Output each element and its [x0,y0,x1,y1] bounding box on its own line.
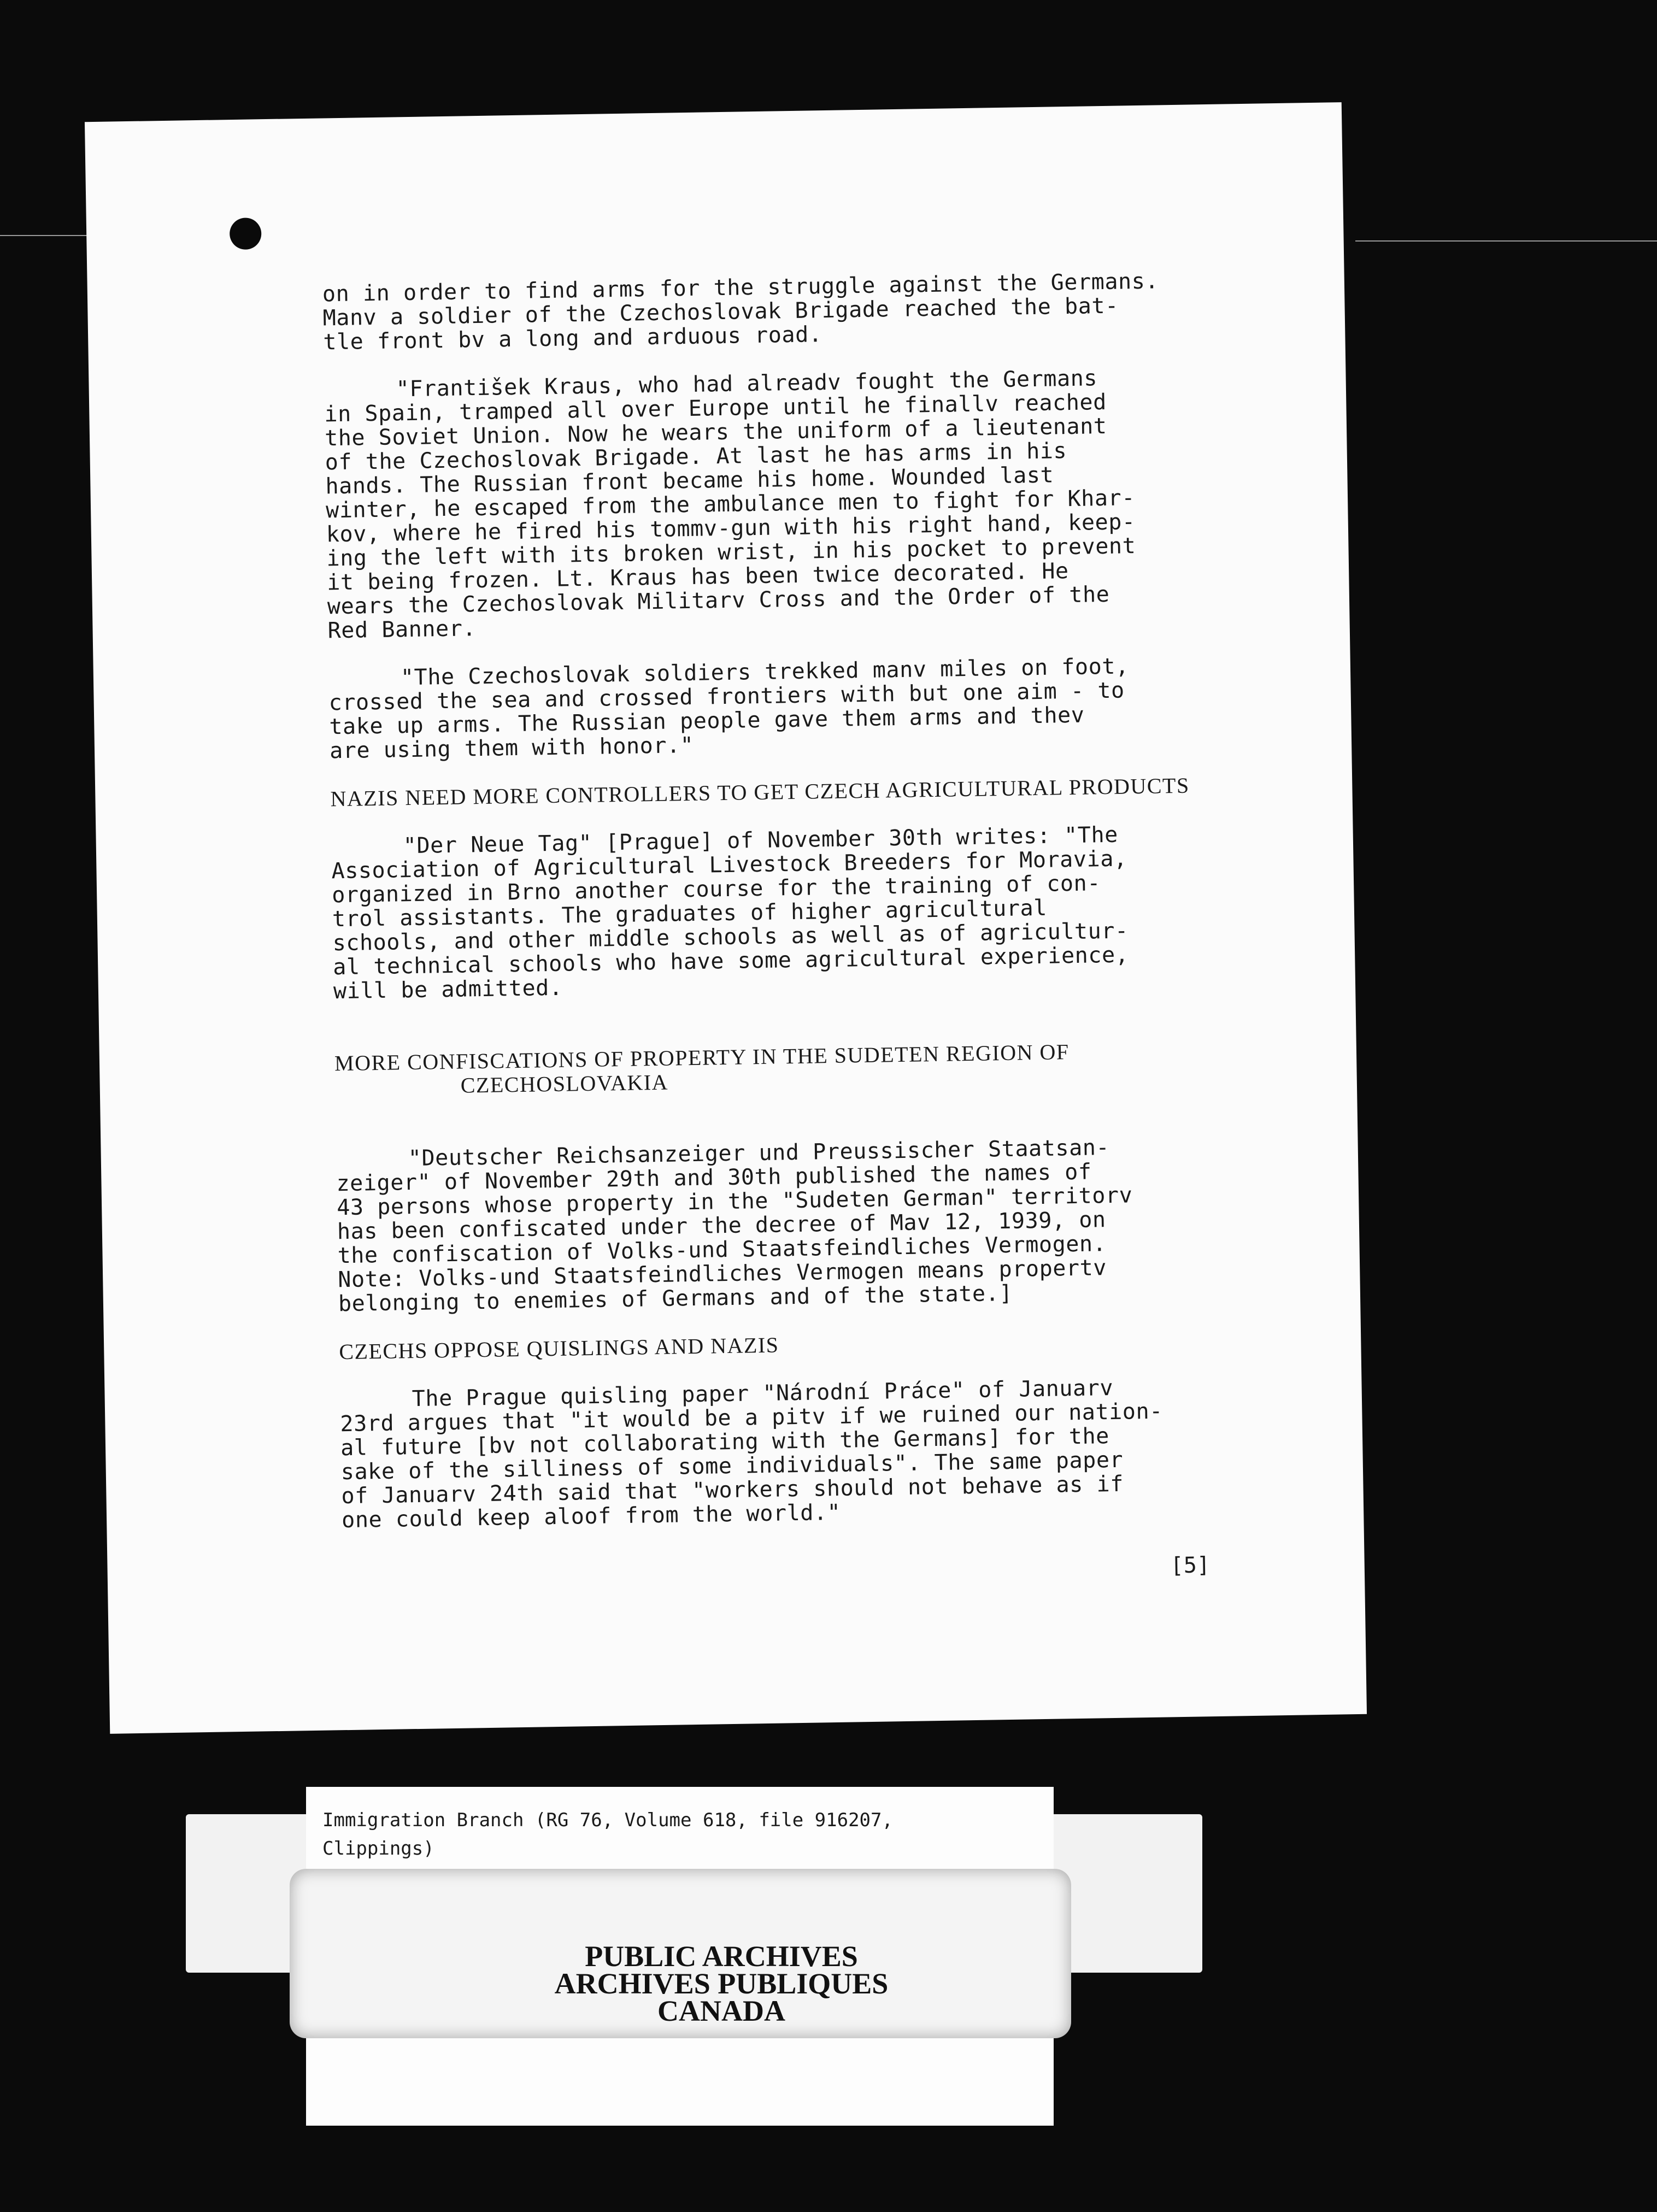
section-heading-line: MORE CONFISCATIONS OF PROPERTY IN THE SUDETEN REGION OF [334,1039,1070,1076]
punch-hole [230,217,262,250]
stamp-line: CANADA [657,1995,785,2027]
paragraph: "Deutscher Reichsanzeiger und Preussischer Staatsan- zeiger" of November 29th and 30th published the names of 43 persons whose property in the "Sudeten German" territorv has been confiscated under the decree of Mav 12, 1939, on the confiscation of Volks-und Staatsfeindliches Vermogen. Note: Volks-und Staatsfeindliches Vermogen means propertv belonging to enemies of Germans and of the state.] [336,1135,1133,1317]
stamp-line: PUBLIC ARCHIVES [585,1940,858,1973]
page-number: [5] [1170,1552,1211,1579]
paragraph: "The Czechoslovak soldiers trekked manv miles on foot, crossed the sea and crossed frontiers with but one aim - to take up arms. The Russian people gave them arms and thev are using them with honor." [328,654,1130,764]
section-heading: NAZIS NEED MORE CONTROLLERS TO GET CZECH AGRICULTURAL PRODUCTS [330,773,1190,811]
section-heading [334,1013,1265,1124]
stamp-line: ARCHIVES PUBLIQUES [554,1967,889,2000]
section-heading-line: CZECHOSLOVAKIA [460,1069,669,1098]
paragraph: The Prague quisling paper "Národní Práce" of Januarv 23rd argues that "it would be a pitv if we ruined our nation- al future [bv not collaborating with the Germans] for the sake of the silliness of some individuals". The same paper of Januarv 24th said that "workers should not behave as if one could keep aloof from the world." [340,1375,1164,1533]
scan-artifact-line [0,235,87,236]
paragraph: "František Kraus, who had alreadv fought the Germans in Spain, tramped all over Europe until he finallv reached the Soviet Union. Now he wears the uniform of a lieutenant of the Czechoslovak Brigade. At last he has arms in his hands. The Russian front became his home. Wounded last winter, he escaped from the ambulance men to fight for Khar- kov, where he fired his tommv-gun with his right hand, keep- ing the left with its broken wrist, in his pocket to prevent it being frozen. Lt. Kraus has been twice decorated. He wears the Czechoslovak Militarv Cross and the Order of the Red Banner. [324,366,1136,644]
archive-stamp [448,1940,995,2027]
archive-citation: Immigration Branch (RG 76, Volume 618, file 916207, Clippings) [322,1809,893,1860]
paragraph: on in order to find arms for the struggle against the Germans. Manv a soldier of the Czechoslovak Brigade reached the bat- tle front bv a long and arduous road. [322,268,1159,355]
document-body [322,268,1271,1556]
section-heading: CZECHS OPPOSE QUISLINGS AND NAZIS [339,1332,779,1364]
document-page [85,102,1367,1734]
scan-artifact-line [1355,240,1657,242]
paragraph: "Der Neue Tag" [Prague] of November 30th writes: "The Association of Agricultural Livestock Breeders for Moravia, organized in Brno another course for the training of con- trol assistants. The graduates of higher agricultural schools, and other middle schools as well as of agricultur- al technical schools who have some agricultural experience, will be admitted. [331,822,1129,1004]
